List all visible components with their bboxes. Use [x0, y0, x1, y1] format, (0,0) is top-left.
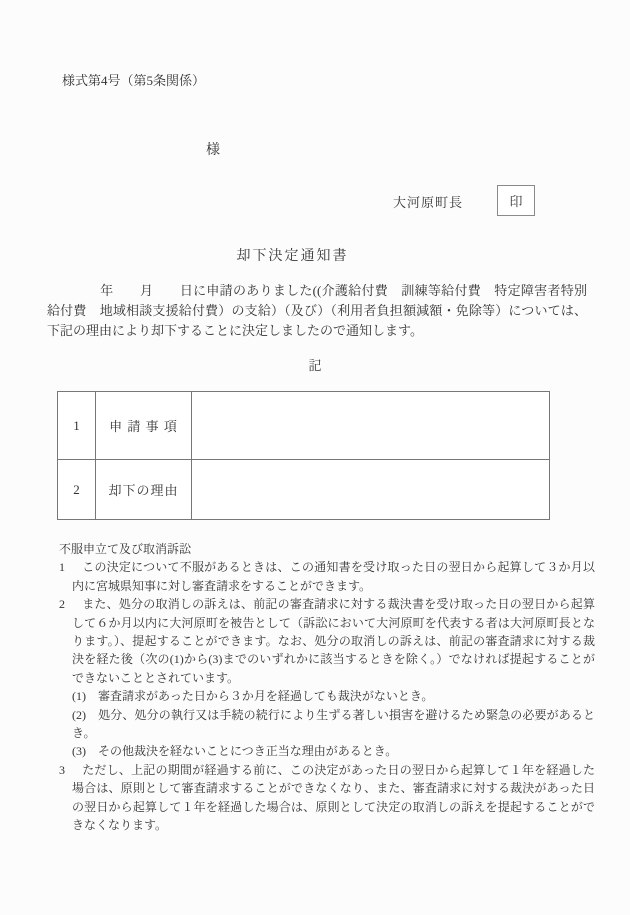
- appeal-subitem-text: その他裁決を経ないことにつき正当な理由があるとき。: [98, 744, 398, 759]
- decision-table: [57, 391, 550, 520]
- appeal-subitem-number: (1): [72, 689, 86, 704]
- appeal-item-text: また、処分の取消しの訴えは、前記の審査請求に対する裁決書を受け取った日の翌日から起算して６か月以内に大河原町を被告として（訴訟において大河原町を代表する者は大河原町長となります。）、提起することができます。なお、処分の取消しの訴えは、前記の審査請求に対する裁決を経た後（次の(1)から(3)までのいずれかに該当するときを除く。）でなければ提起することができないこととされています。: [72, 597, 595, 685]
- row-label: 申 請 事 項: [96, 392, 192, 460]
- appeal-item-number: 2: [59, 597, 65, 612]
- appeal-item-2: [59, 595, 595, 687]
- appeal-subitem-3: [72, 742, 595, 760]
- addressee-suffix: 様: [206, 143, 220, 158]
- seal-box: [497, 185, 535, 216]
- row-label: 却下の理由: [96, 460, 192, 520]
- appeal-heading: 不服申立て及び取消訴訟: [59, 542, 192, 556]
- appeal-section: [47, 540, 595, 835]
- appeal-item-3: [59, 761, 595, 835]
- appeal-subitem-2: [72, 706, 595, 743]
- appeal-item-text: この決定について不服があるときは、この通知書を受け取った日の翌日から起算して３か月以内に宮城県知事に対し審査請求をすることができます。: [72, 560, 595, 593]
- form-number: 様式第4号（第5条関係）: [62, 73, 206, 88]
- appeal-item-number: 1: [59, 560, 65, 575]
- appeal-subitem-1: [72, 687, 595, 705]
- appeal-item-1: [59, 558, 595, 595]
- table-row: [58, 460, 550, 520]
- notice-body: 年 月 日に申請のありました((介護給付費 訓練等給付費 特定障害者特別給付費 地域相談支援給付費）の支給）（及び）（利用者負担額減額・免除等）については、下記の理由により却下することに決定しましたので通知します。: [47, 283, 587, 338]
- row-number: 2: [58, 460, 96, 520]
- appeal-subitem-number: (3): [72, 744, 86, 759]
- appeal-subitem-text: 審査請求があった日から３か月を経過しても裁決がないとき。: [98, 689, 434, 704]
- appeal-subitem-number: (2): [72, 707, 86, 722]
- row-value: [192, 460, 550, 520]
- row-number: 1: [58, 392, 96, 460]
- row-value: [192, 392, 550, 460]
- document-title: 却下決定通知書: [236, 249, 349, 264]
- table-row: [58, 392, 550, 460]
- seal-placeholder: 印: [509, 194, 523, 209]
- ki-marker: 記: [308, 358, 322, 373]
- appeal-item-text: ただし、上記の期間が経過する前に、この決定があった日の翌日から起算して１年を経過した場合は、原則として審査請求することができなくなり、また、審査請求に対する裁決があった日の翌日から起算して１年を経過した場合は、原則として決定の取消しの訴えを提起することができなくなります。: [72, 762, 595, 833]
- issuer-title: 大河原町長: [393, 195, 464, 210]
- appeal-item-number: 3: [59, 762, 65, 777]
- appeal-subitem-text: 処分、処分の執行又は手続の続行により生ずる著しい損害を避けるため緊急の必要があるとき。: [72, 707, 595, 741]
